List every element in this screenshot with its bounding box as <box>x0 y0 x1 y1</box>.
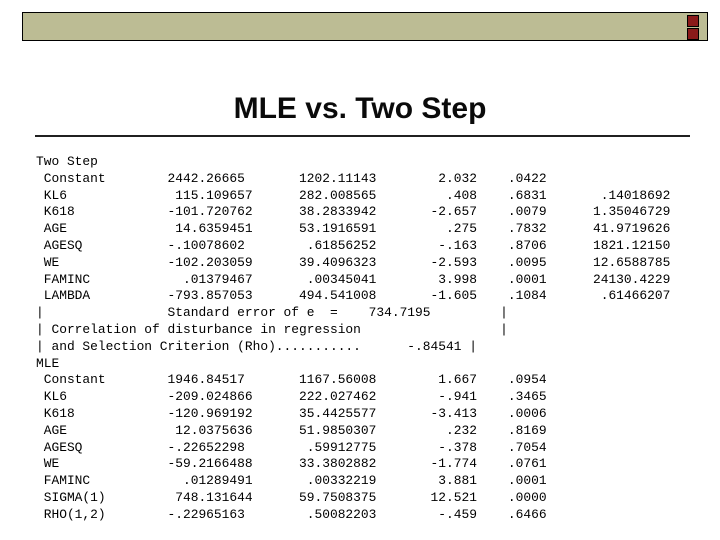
header-square-icon <box>687 28 699 40</box>
output-line: WE -102.203059 39.4096323 -2.593 .0095 12.6588785 <box>36 254 671 270</box>
output-line: | and Selection Criterion (Rho)........... -.84541 | <box>36 338 477 354</box>
output-line: FAMINC .01289491 .00332219 3.881 .0001 <box>36 473 547 489</box>
output-line: K618 -101.720762 38.2833942 -2.657 .0079 1.35046729 <box>36 204 671 220</box>
slide-title: MLE vs. Two Step <box>233 92 487 125</box>
output-line: | Correlation of disturbance in regression | <box>36 321 508 337</box>
output-line: LAMBDA -793.857053 494.541008 -1.605 .1084 .61466207 <box>36 288 671 304</box>
title-underline <box>35 135 690 137</box>
slide-header-bar <box>22 12 708 41</box>
output-line: AGE 14.6359451 53.1916591 .275 .7832 41.9719626 <box>36 221 671 237</box>
output-line: WE -59.2166488 33.3802882 -1.774 .0761 <box>36 456 547 472</box>
output-line: AGESQ -.22652298 .59912775 -.378 .7054 <box>36 439 547 455</box>
output-line: AGESQ -.10078602 .61856252 -.163 .8706 1821.12150 <box>36 237 671 253</box>
output-line: | Standard error of e = 734.7195 | <box>36 305 508 321</box>
output-line: MLE <box>36 355 60 371</box>
output-line: Constant 1946.84517 1167.56008 1.667 .0954 <box>36 372 547 388</box>
output-line: AGE 12.0375636 51.9850307 .232 .8169 <box>36 422 547 438</box>
output-line: FAMINC .01379467 .00345041 3.998 .0001 24130.4229 <box>36 271 671 287</box>
output-line: SIGMA(1) 748.131644 59.7508375 12.521 .0000 <box>36 489 547 505</box>
output-line: KL6 115.109657 282.008565 .408 .6831 .14018692 <box>36 187 671 203</box>
output-line: Two Step <box>36 154 98 169</box>
regression-output <box>36 154 670 524</box>
header-square-icon <box>687 15 699 27</box>
output-line: RHO(1,2) -.22965163 .50082203 -.459 .6466 <box>36 506 547 522</box>
output-line: Constant 2442.26665 1202.11143 2.032 .0422 <box>36 170 547 186</box>
output-line: K618 -120.969192 35.4425577 -3.413 .0006 <box>36 405 547 421</box>
output-line: KL6 -209.024866 222.027462 -.941 .3465 <box>36 389 547 405</box>
